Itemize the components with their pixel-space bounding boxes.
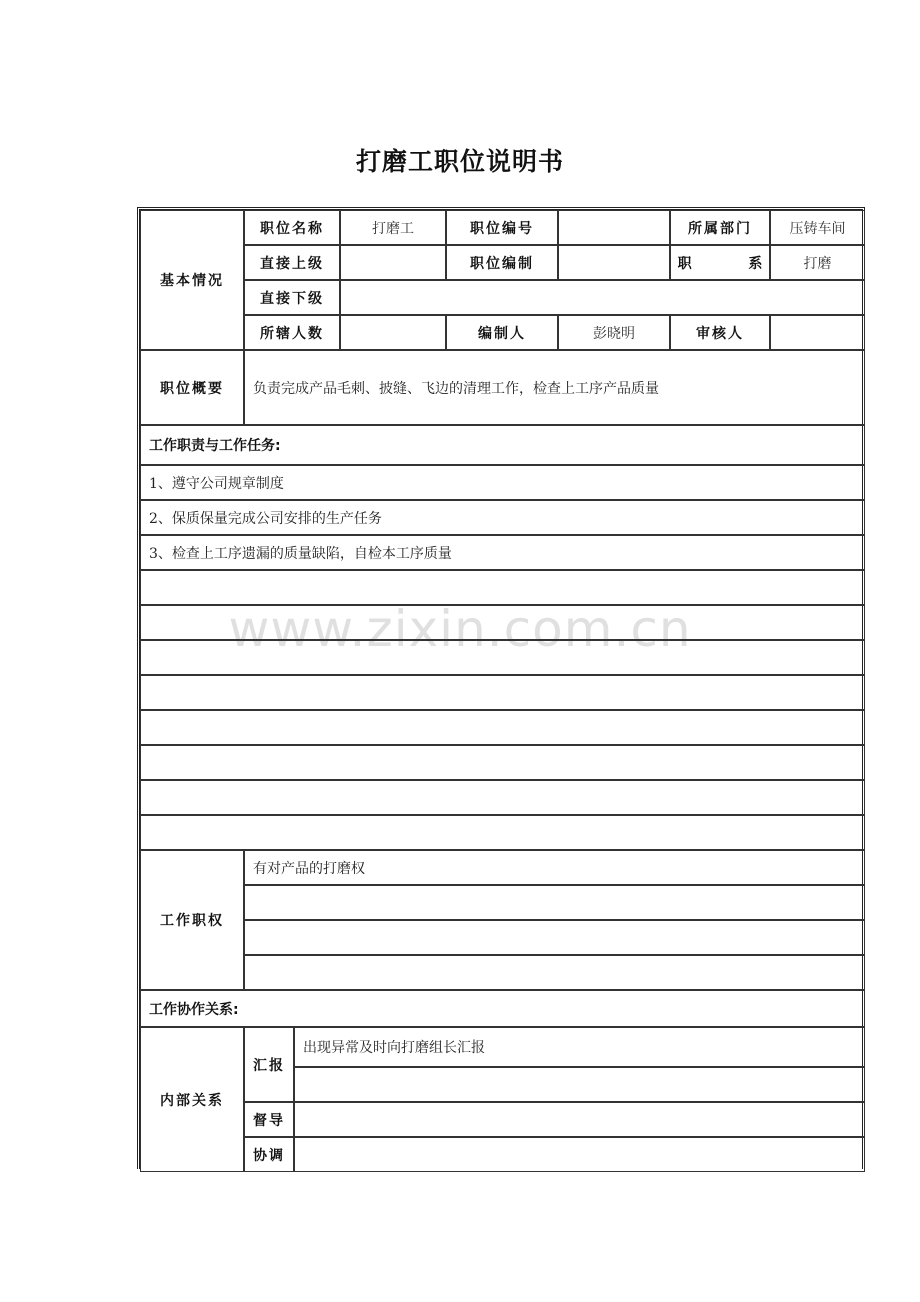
duty-row-4[interactable] bbox=[140, 570, 865, 605]
duty-row-6[interactable] bbox=[140, 640, 865, 675]
author-value[interactable]: 彭晓明 bbox=[558, 315, 670, 350]
duty-row-7[interactable] bbox=[140, 675, 865, 710]
authority-row-2[interactable] bbox=[244, 885, 865, 920]
position-code-label: 职位编号 bbox=[446, 210, 558, 245]
duty-row-10[interactable] bbox=[140, 780, 865, 815]
report-row-1[interactable]: 出现异常及时向打磨组长汇报 bbox=[294, 1027, 865, 1067]
duty-row-8[interactable] bbox=[140, 710, 865, 745]
subordinate-label: 直接下级 bbox=[244, 280, 340, 315]
subordinate-value[interactable] bbox=[340, 280, 865, 315]
headcount-label: 所辖人数 bbox=[244, 315, 340, 350]
series-value[interactable]: 打磨 bbox=[770, 245, 865, 280]
duty-row-1[interactable]: 1、遵守公司规章制度 bbox=[140, 465, 865, 500]
supervise-label: 督导 bbox=[244, 1102, 294, 1137]
duty-row-5[interactable] bbox=[140, 605, 865, 640]
reviewer-value[interactable] bbox=[770, 315, 865, 350]
supervise-value[interactable] bbox=[294, 1102, 865, 1137]
author-label: 编制人 bbox=[446, 315, 558, 350]
job-description-table bbox=[137, 207, 865, 1169]
authority-label: 工作职权 bbox=[140, 850, 244, 990]
superior-value[interactable] bbox=[340, 245, 446, 280]
report-label: 汇报 bbox=[244, 1027, 294, 1102]
position-quota-label: 职位编制 bbox=[446, 245, 558, 280]
authority-row-1[interactable]: 有对产品的打磨权 bbox=[244, 850, 865, 885]
basic-info-label: 基本情况 bbox=[140, 210, 244, 350]
page-title: 打磨工职位说明书 bbox=[355, 147, 564, 176]
summary-label: 职位概要 bbox=[140, 350, 244, 425]
authority-row-3[interactable] bbox=[244, 920, 865, 955]
position-code-value[interactable] bbox=[558, 210, 670, 245]
summary-text[interactable]: 负责完成产品毛刺、披缝、飞边的清理工作，检查上工序产品质量 bbox=[244, 350, 865, 425]
internal-relations-label: 内部关系 bbox=[140, 1027, 244, 1172]
superior-label: 直接上级 bbox=[244, 245, 340, 280]
report-row-2[interactable] bbox=[294, 1067, 865, 1102]
authority-row-4[interactable] bbox=[244, 955, 865, 990]
duty-row-3[interactable]: 3、检查上工序遗漏的质量缺陷，自检本工序质量 bbox=[140, 535, 865, 570]
duties-heading: 工作职责与工作任务: bbox=[140, 425, 865, 465]
duty-row-9[interactable] bbox=[140, 745, 865, 780]
reviewer-label: 审核人 bbox=[670, 315, 770, 350]
series-label: 职 系 bbox=[670, 245, 770, 280]
coordinate-label: 协调 bbox=[244, 1137, 294, 1172]
duty-row-11[interactable] bbox=[140, 815, 865, 850]
department-value[interactable]: 压铸车间 bbox=[770, 210, 865, 245]
coordinate-value[interactable] bbox=[294, 1137, 865, 1172]
duty-row-2[interactable]: 2、保质保量完成公司安排的生产任务 bbox=[140, 500, 865, 535]
position-quota-value[interactable] bbox=[558, 245, 670, 280]
position-name-value[interactable]: 打磨工 bbox=[340, 210, 446, 245]
cooperation-heading: 工作协作关系: bbox=[140, 990, 865, 1027]
position-name-label: 职位名称 bbox=[244, 210, 340, 245]
watermark-text: www.zixin.com.cn bbox=[228, 600, 692, 658]
department-label: 所属部门 bbox=[670, 210, 770, 245]
headcount-value[interactable] bbox=[340, 315, 446, 350]
